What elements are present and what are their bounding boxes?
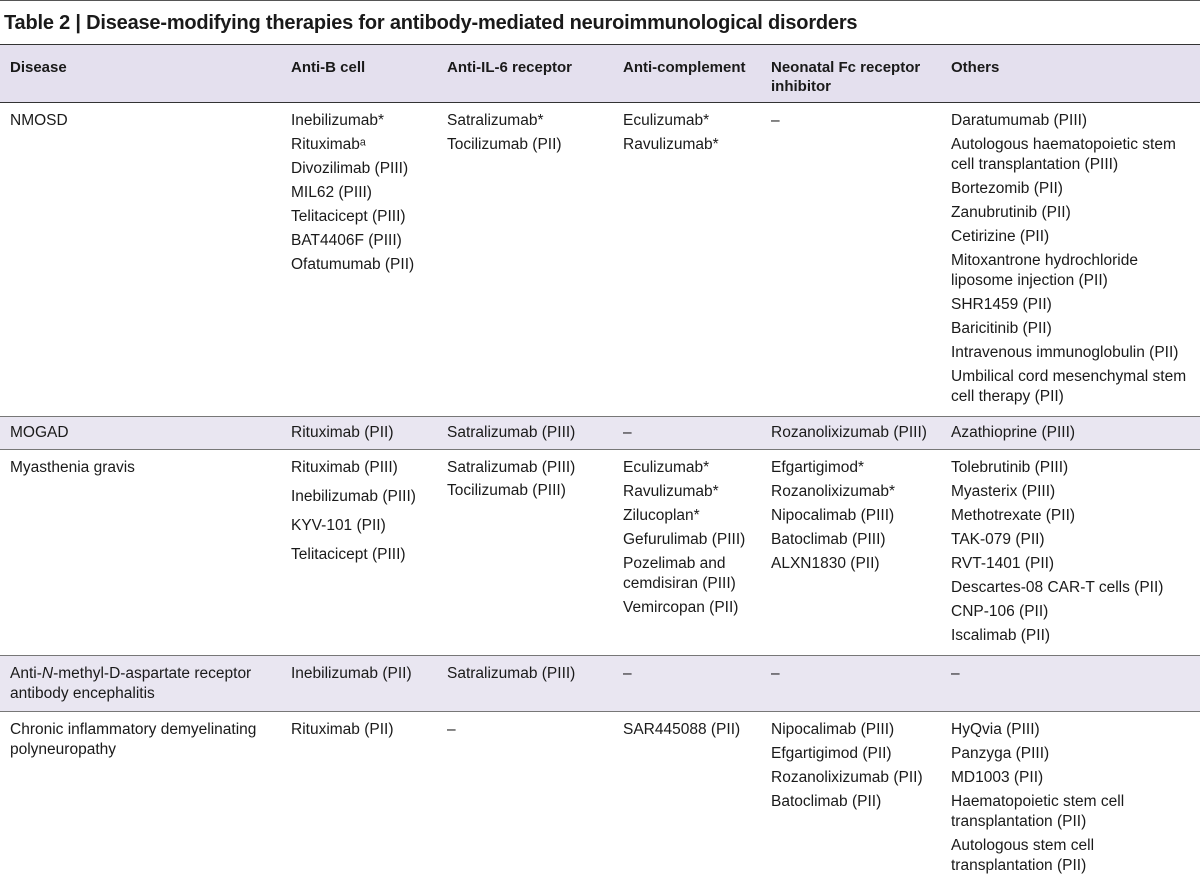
anti-b-cell-list — [281, 417, 437, 450]
others-list — [941, 450, 1200, 656]
therapy-item: Rozanolixizumab (PII) — [771, 768, 933, 788]
therapy-item: TAK-079 (PII) — [951, 530, 1192, 550]
therapy-item: KYV-101 (PII) — [291, 516, 429, 536]
therapy-item: Rozanolixizumab* — [771, 482, 933, 502]
therapy-item: Bortezomib (PII) — [951, 179, 1192, 199]
anti-complement-list — [613, 450, 761, 656]
therapy-item: Telitacicept (PIII) — [291, 545, 429, 565]
therapy-item: Satralizumab* — [447, 111, 605, 131]
therapy-item: – — [623, 664, 753, 684]
therapy-item: Inebilizumab (PII) — [291, 664, 429, 684]
therapy-item: Rozanolixizumab (PIII) — [771, 423, 933, 443]
therapy-item: Ravulizumab* — [623, 135, 753, 155]
therapy-item: RVT-1401 (PII) — [951, 554, 1192, 574]
therapy-item: Autologous haematopoietic stem cell transplantation (PIII) — [951, 135, 1192, 175]
therapy-item: Panzyga (PIII) — [951, 744, 1192, 764]
therapy-item: Vemircopan (PII) — [623, 598, 753, 618]
therapy-item: Rituximabᵃ — [291, 135, 429, 155]
header-anti-complement: Anti-complement — [613, 45, 761, 103]
fcrn-list — [761, 103, 941, 417]
therapy-item: Ofatumumab (PII) — [291, 255, 429, 275]
therapy-item: – — [447, 720, 605, 740]
therapy-item: Mitoxantrone hydrochloride liposome injection (PII) — [951, 251, 1192, 291]
therapy-item: Baricitinib (PII) — [951, 319, 1192, 339]
anti-complement-list — [613, 103, 761, 417]
therapy-item: Iscalimab (PII) — [951, 626, 1192, 646]
therapy-item: Autologous stem cell transplantation (PII) — [951, 836, 1192, 876]
table-header-row — [0, 45, 1200, 103]
therapy-item: Rituximab (PII) — [291, 423, 429, 443]
others-list — [941, 712, 1200, 883]
disease-cell: NMOSD — [0, 103, 281, 417]
therapy-item: Rituximab (PIII) — [291, 458, 429, 478]
therapy-item: Methotrexate (PII) — [951, 506, 1192, 526]
others-list — [941, 103, 1200, 417]
header-others: Others — [941, 45, 1200, 103]
table-row — [0, 103, 1200, 417]
therapy-item: MD1003 (PII) — [951, 768, 1192, 788]
therapy-item: HyQvia (PIII) — [951, 720, 1192, 740]
therapy-item: Eculizumab* — [623, 458, 753, 478]
therapy-item: Rituximab (PII) — [291, 720, 429, 740]
disease-cell: Anti-N-methyl-D-aspartate receptor antibody encephalitis — [0, 656, 281, 712]
anti-il6-list — [437, 103, 613, 417]
therapy-item: Inebilizumab (PIII) — [291, 487, 429, 507]
therapy-item: CNP-106 (PII) — [951, 602, 1192, 622]
therapy-item: Haematopoietic stem cell transplantation (PII) — [951, 792, 1192, 832]
fcrn-list — [761, 656, 941, 712]
therapy-item: Satralizumab (PIII) — [447, 458, 605, 477]
therapy-item: Intravenous immunoglobulin (PII) — [951, 343, 1192, 363]
therapy-table — [0, 44, 1200, 883]
therapy-item: Zilucoplan* — [623, 506, 753, 526]
anti-b-cell-list — [281, 712, 437, 883]
therapy-item: Satralizumab (PIII) — [447, 423, 605, 443]
therapy-item: – — [771, 111, 933, 131]
therapy-item: Batoclimab (PII) — [771, 792, 933, 812]
therapy-item: – — [623, 423, 753, 443]
fcrn-list — [761, 450, 941, 656]
table-row — [0, 656, 1200, 712]
therapy-item: ALXN1830 (PII) — [771, 554, 933, 574]
therapy-item: Myasterix (PIII) — [951, 482, 1192, 502]
disease-cell: Chronic inflammatory demyelinating polyneuropathy — [0, 712, 281, 883]
header-disease: Disease — [0, 45, 281, 103]
anti-il6-list — [437, 712, 613, 883]
table-row — [0, 450, 1200, 656]
others-list — [941, 656, 1200, 712]
header-anti-il6-receptor: Anti-IL-6 receptor — [437, 45, 613, 103]
disease-cell: Myasthenia gravis — [0, 450, 281, 656]
table-title: Table 2 | Disease-modifying therapies for antibody-mediated neuroimmunological disorders — [0, 0, 1200, 44]
table-row — [0, 417, 1200, 450]
fcrn-list — [761, 712, 941, 883]
therapy-item: – — [951, 664, 1192, 684]
therapy-item: Tocilizumab (PIII) — [447, 481, 605, 500]
therapy-item: Nipocalimab (PIII) — [771, 720, 933, 740]
therapy-item: Efgartigimod (PII) — [771, 744, 933, 764]
therapy-item: Efgartigimod* — [771, 458, 933, 478]
therapy-item: Satralizumab (PIII) — [447, 664, 605, 684]
header-anti-b-cell: Anti-B cell — [281, 45, 437, 103]
therapy-item: Azathioprine (PIII) — [951, 423, 1192, 443]
therapy-item: – — [771, 664, 933, 684]
therapy-item: Pozelimab and cemdisiran (PIII) — [623, 554, 753, 594]
therapy-item: Zanubrutinib (PII) — [951, 203, 1192, 223]
therapy-item: Tolebrutinib (PIII) — [951, 458, 1192, 478]
disease-cell: MOGAD — [0, 417, 281, 450]
therapy-item: Umbilical cord mesenchymal stem cell therapy (PII) — [951, 367, 1192, 407]
therapy-item: SAR445088 (PII) — [623, 720, 753, 740]
therapy-item: Eculizumab* — [623, 111, 753, 131]
therapy-item: Ravulizumab* — [623, 482, 753, 502]
therapy-item: Nipocalimab (PIII) — [771, 506, 933, 526]
therapy-item: BAT4406F (PIII) — [291, 231, 429, 251]
therapy-item: Tocilizumab (PII) — [447, 135, 605, 155]
therapy-item: Daratumumab (PIII) — [951, 111, 1192, 131]
fcrn-list — [761, 417, 941, 450]
header-fcrn-inhibitor: Neonatal Fc receptor inhibitor — [761, 45, 941, 103]
anti-b-cell-list — [281, 450, 437, 656]
anti-il6-list — [437, 656, 613, 712]
anti-complement-list — [613, 656, 761, 712]
therapy-item: Cetirizine (PII) — [951, 227, 1192, 247]
table-row — [0, 712, 1200, 883]
others-list — [941, 417, 1200, 450]
therapy-item: Inebilizumab* — [291, 111, 429, 131]
therapy-item: Telitacicept (PIII) — [291, 207, 429, 227]
anti-complement-list — [613, 712, 761, 883]
anti-complement-list — [613, 417, 761, 450]
therapy-item: MIL62 (PIII) — [291, 183, 429, 203]
therapy-item: Descartes-08 CAR-T cells (PII) — [951, 578, 1192, 598]
anti-b-cell-list — [281, 103, 437, 417]
anti-il6-list — [437, 450, 613, 656]
therapy-item: Gefurulimab (PIII) — [623, 530, 753, 550]
anti-b-cell-list — [281, 656, 437, 712]
anti-il6-list — [437, 417, 613, 450]
therapy-item: SHR1459 (PII) — [951, 295, 1192, 315]
therapy-item: Divozilimab (PIII) — [291, 159, 429, 179]
therapy-item: Batoclimab (PIII) — [771, 530, 933, 550]
